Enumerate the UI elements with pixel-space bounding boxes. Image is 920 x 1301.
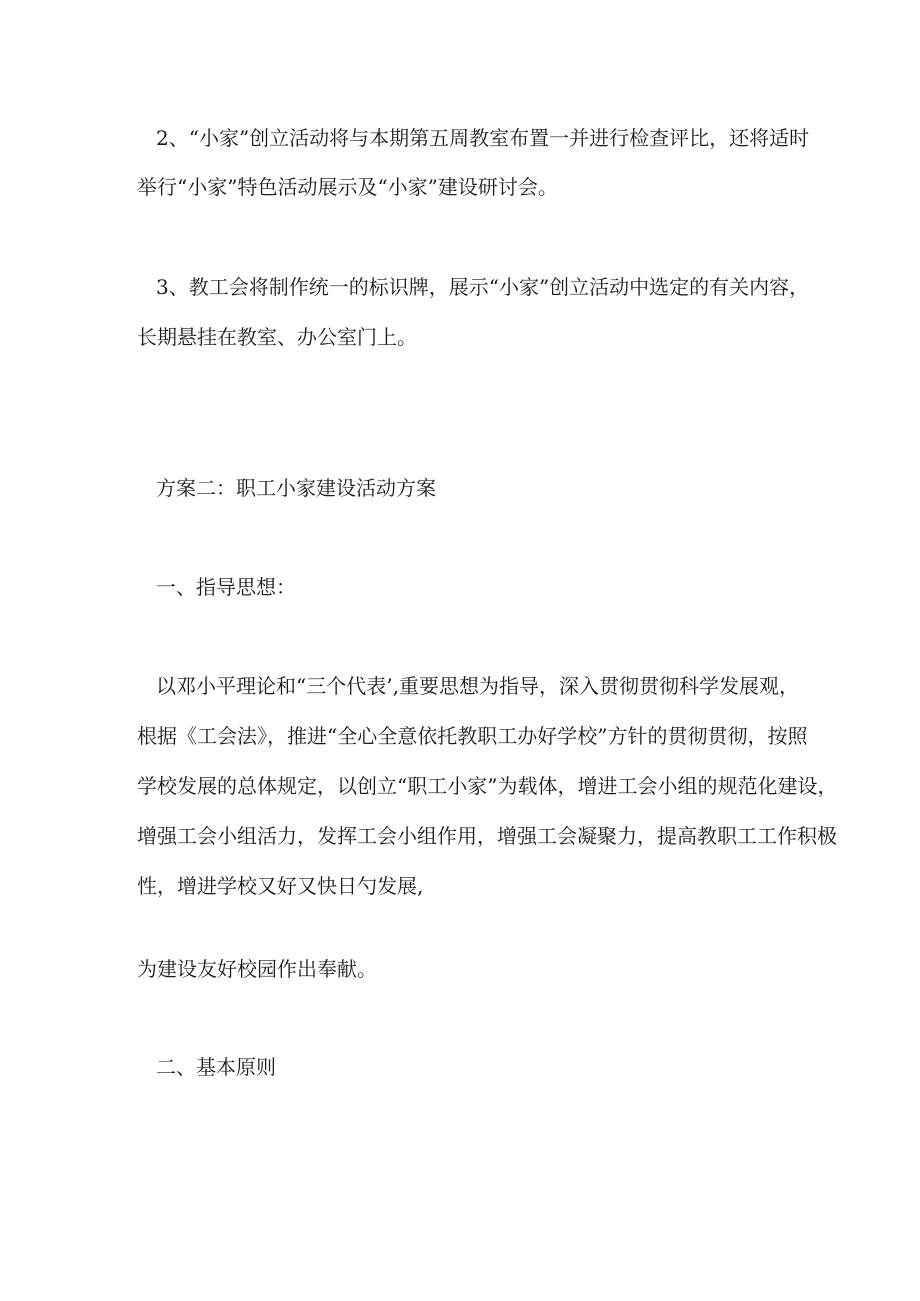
para3-line1: 3、教工会将制作统一的标识牌，展示“小家”创立活动中选定的有关内容，	[156, 275, 810, 299]
guiding-para-line3: 学校发展的总体规定，以创立“职工小家”为载体，增进工会小组的规范化建设，	[137, 774, 838, 798]
plan2-title: 方案二：职工小家建设活动方案	[156, 476, 436, 500]
para3-line2: 长期悬挂在教室、办公室门上。	[137, 325, 417, 349]
section2-heading: 二、基本原则	[156, 1055, 276, 1079]
section1-heading: 一、指导思想：	[156, 575, 296, 599]
para2-line1: 2、“小家”创立活动将与本期第五周教室布置一并进行检查评比，还将适时	[156, 126, 810, 150]
guiding-para-line2: 根据《工会法》，推进“全心全意依托教职工办好学校”方针的贯彻贯彻，按照	[137, 724, 808, 748]
guiding-para-line5: 性，增进学校又好又快日勺发展,	[137, 874, 424, 898]
guiding-para-line4: 增强工会小组活力，发挥工会小组作用，增强工会凝聚力，提高教职工工作积极	[137, 824, 837, 848]
guiding-tail: 为建设友好校园作出奉献。	[137, 957, 377, 981]
guiding-para-line1: 以邓小平理论和“三个代表’,重要思想为指导，深入贯彻贯彻科学发展观，	[156, 674, 799, 698]
para2-line2: 举行“小家”特色活动展示及“小家”建设研讨会。	[137, 175, 558, 199]
